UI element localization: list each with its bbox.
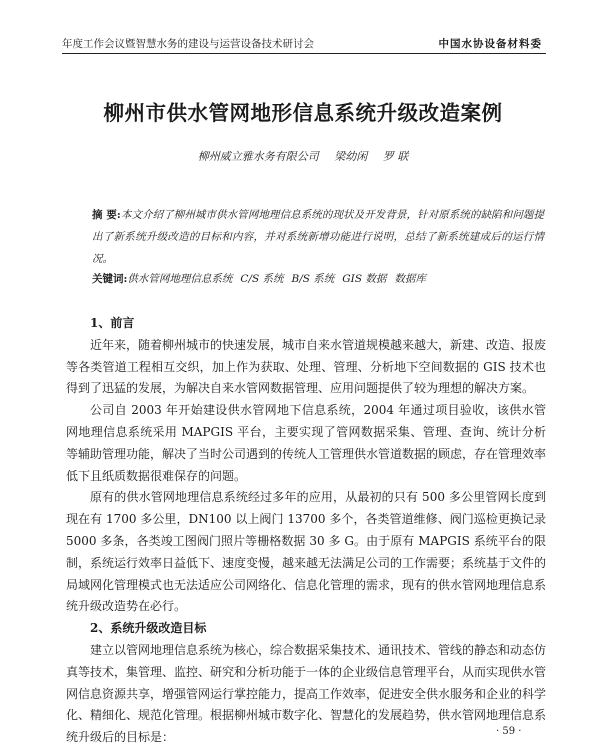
article-body: [66, 313, 546, 749]
keyword: 数据库: [394, 273, 426, 285]
page-number: · 59 ·: [496, 726, 522, 737]
author-line: [60, 148, 546, 164]
abstract-text: 本文介绍了柳州城市供水管网地理信息系统的现状及开发背景，针对原系统的缺陷和问题提出了新系统升级改造的目标和内容，并对系统新增功能进行说明，总结了新系统建成后的运行情况。: [92, 209, 544, 265]
author-name: 罗 联: [382, 150, 409, 163]
running-header: [62, 36, 542, 52]
header-divider: [62, 53, 546, 54]
keyword: B/S 系统: [291, 273, 335, 285]
abstract-label: 摘 要:: [92, 209, 121, 221]
keywords: [92, 270, 544, 288]
article-title: 柳州市供水管网地形信息系统升级改造案例: [103, 101, 503, 125]
abstract: [92, 204, 544, 270]
body-paragraph: 原有的供水管网地理信息系统经过多年的应用，从最初的只有 500 多公里管网长度到现在有 1700 多公里，DN100 以上阀门 13700 多个，各类管道维修、阀门巡检更换记录 5000 多条，各类竣工图阀门照片等栅格数据 30 多 G。由于原有 MAPGIS 系统平台的限制，系统运行效率日益低下、速度变慢，越来越无法满足公司的工作需要；系统基于文件的局域网化管理模式也无法适应公司网络化、信息化管理的需求，现有的供水管网地理信息系统升级改造势在必行。: [66, 490, 547, 614]
keywords-label: 关键词:: [92, 273, 128, 285]
body-paragraph: 近年来，随着柳州城市的快速发展，城市自来水管道规模越来越大，新建、改造、报废等各类管道工程相互交织，加上作为获取、处理、管理、分析地下空间数据的 GIS 技术也得到了迅猛的发展，为解决自来水管网数据管理、应用问题提供了较为理想的解决方案。: [66, 337, 547, 396]
author-name: 梁幼闲: [334, 150, 368, 163]
keyword: 供水管网地理信息系统: [127, 273, 233, 285]
section-heading: 2、系统升级改造目标: [90, 621, 207, 636]
body-paragraph: 公司自 2003 年开始建设供水管网地下信息系统，2004 年通过项目验收，该供水管网地理信息系统采用 MAPGIS 平台，主要实现了管网数据采集、管理、查询、统计分析 等辅助管理功能，解决了当时公司遇到的传统人工管理供水管道数据的顾虑，存在管理效率低下且纸质数据很难保存的问题。: [66, 403, 547, 483]
section-heading: 1、前言: [90, 316, 135, 330]
author-organization: 柳州威立雅水务有限公司: [197, 150, 319, 163]
header-committee-name: 中国水协设备材料委: [438, 38, 542, 50]
keyword: C/S 系统: [240, 273, 284, 285]
body-paragraph: 建立以管网地理信息系统为核心，综合数据采集技术、通讯技术、管线的静态和动态仿真等技术，集管理、监控、研究和分析功能于一体的企业级信息管理平台，从而实现供水管网信息资源共享，增强管网运行掌控能力，提高工作效率，促进安全供水服务和企业的科学化、精细化、规范化管理。根据柳州城市数字化、智慧化的发展趋势，供水管网地理信息系统升级后的目标是：: [66, 642, 547, 745]
keyword: GIS 数据: [342, 273, 387, 285]
header-conference-title: 年度工作会议暨智慧水务的建设与运营设备技术研讨会: [62, 38, 314, 50]
